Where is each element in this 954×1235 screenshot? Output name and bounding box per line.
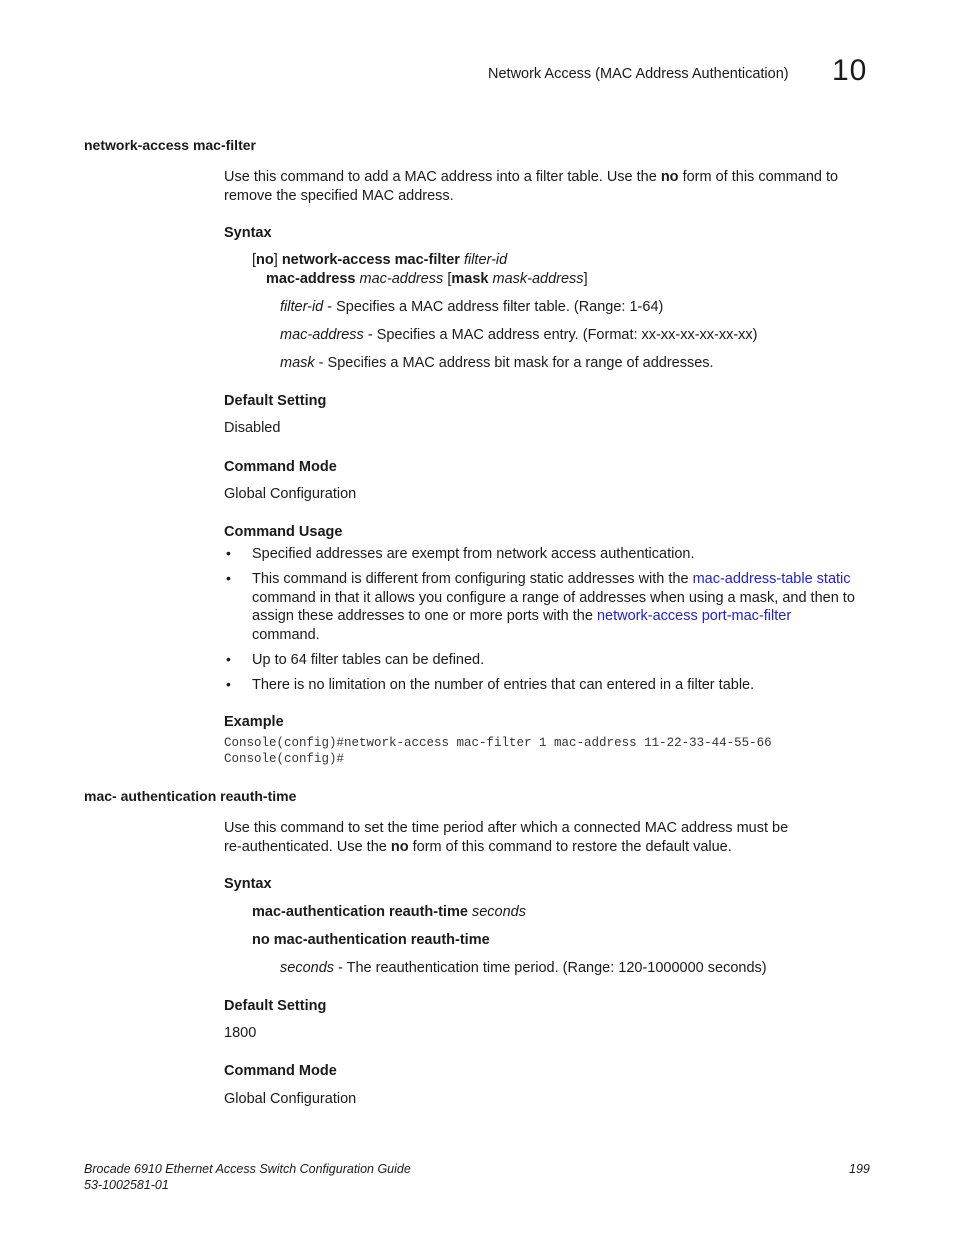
syntax-heading: Syntax [224, 225, 272, 241]
bullet-marker: • [226, 651, 231, 667]
bullet-marker: • [226, 545, 231, 561]
syntax-line-1: mac-authentication reauth-time seconds [252, 904, 526, 920]
command-mode-heading: Command Mode [224, 459, 337, 475]
default-setting-heading: Default Setting [224, 393, 327, 409]
footer-guide-title: Brocade 6910 Ethernet Access Switch Configuration Guide [84, 1162, 411, 1176]
syntax-heading: Syntax [224, 876, 272, 892]
command-mode-value: Global Configuration [224, 486, 357, 502]
param-mask: mask - Specifies a MAC address bit mask for a range of addresses. [280, 355, 714, 371]
example-heading: Example [224, 714, 284, 730]
footer-doc-number: 53-1002581-01 [84, 1178, 169, 1192]
command-description: Use this command to set the time period after which a connected MAC address must be re-authenticated. Use the no form of this command to restore the default value. [224, 820, 789, 855]
chapter-number: 10 [832, 54, 868, 87]
usage-bullet-1: Specified addresses are exempt from network access authentication. [252, 546, 695, 562]
command-title-mac-authentication-reauth-time: mac- authentication reauth-time [84, 788, 297, 804]
syntax-line-2: no mac-authentication reauth-time [252, 932, 490, 948]
default-setting-heading: Default Setting [224, 998, 327, 1014]
param-filter-id: filter-id - Specifies a MAC address filter table. (Range: 1-64) [280, 299, 664, 315]
syntax-line-1: [no] network-access mac-filter filter-id [252, 252, 508, 268]
link-mac-address-table-static[interactable]: mac-address-table static [692, 571, 851, 587]
footer-page-number: 199 [849, 1162, 870, 1176]
command-mode-value: Global Configuration [224, 1091, 357, 1107]
link-network-access-port-mac-filter[interactable]: network-access port-mac-filter [596, 608, 792, 625]
running-header-title: Network Access (MAC Address Authentication) [488, 66, 789, 82]
example-code-line-1: Console(config)#network-access mac-filter 1 mac-address 11-22-33-44-55-66 [224, 736, 772, 750]
example-code-line-2: Console(config)# [224, 752, 345, 766]
default-setting-value: Disabled [224, 420, 281, 436]
default-setting-value: 1800 [224, 1025, 257, 1041]
bullet-marker: • [226, 676, 231, 692]
bullet-marker: • [226, 570, 231, 586]
usage-bullet-2: This command is different from configuring static addresses with the mac-address-table static command in that it allows you configure a range of addresses when using a mask, and then to assign these addresses to one or more ports with the network-access port-mac-filter command. [252, 571, 855, 643]
usage-bullet-3: Up to 64 filter tables can be defined. [252, 652, 485, 668]
command-mode-heading: Command Mode [224, 1063, 337, 1079]
usage-bullet-4: There is no limitation on the number of entries that can entered in a filter table. [252, 677, 755, 693]
param-seconds: seconds - The reauthentication time period. (Range: 120-1000000 seconds) [280, 960, 767, 976]
syntax-line-2: mac-address mac-address [mask mask-address] [266, 271, 588, 287]
command-title-network-access-mac-filter: network-access mac-filter [84, 137, 256, 153]
command-usage-heading: Command Usage [224, 524, 343, 540]
param-mac-address: mac-address - Specifies a MAC address entry. (Format: xx-xx-xx-xx-xx-xx) [280, 327, 758, 343]
command-description: Use this command to add a MAC address into a filter table. Use the no form of this command to remove the specified MAC address. [224, 169, 839, 204]
